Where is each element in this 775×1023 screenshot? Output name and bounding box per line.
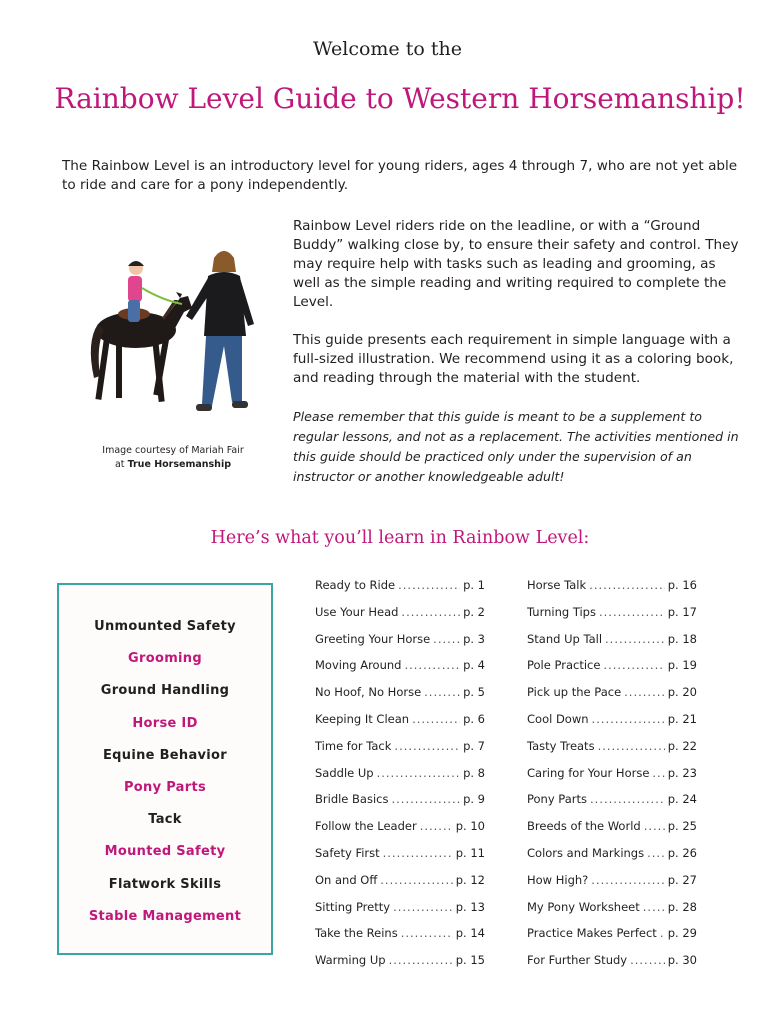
topic-item: Grooming <box>128 651 202 667</box>
toc-title: Safety First <box>315 846 380 860</box>
toc-title: No Hoof, No Horse <box>315 685 422 700</box>
toc-leader-dots <box>630 953 665 967</box>
toc-leader-dots <box>383 846 453 860</box>
toc-page-number: p. 9 <box>463 792 485 807</box>
toc-row <box>527 766 697 784</box>
toc-leader-dots <box>401 605 460 619</box>
toc-page-number: p. 20 <box>667 685 697 700</box>
toc-leader-dots <box>652 766 664 780</box>
toc-row <box>527 873 697 891</box>
toc-leader-dots <box>603 658 664 672</box>
toc-title: Use Your Head <box>315 604 399 619</box>
toc-title: Breeds of the World <box>527 819 641 834</box>
toc-row <box>315 658 485 676</box>
caption-line: Image courtesy of Mariah Fair <box>102 445 244 456</box>
toc-leader-dots <box>598 739 665 753</box>
toc-leader-dots <box>394 739 460 753</box>
toc-row <box>527 846 697 864</box>
intro-paragraph: The Rainbow Level is an introductory level for young riders, ages 4 through 7, who are not yet able to ride and care for a pony independently. <box>62 158 738 193</box>
toc-row <box>527 578 697 596</box>
toc-row <box>527 605 697 623</box>
toc-title: Pony Parts <box>527 792 588 807</box>
toc-row <box>315 873 485 891</box>
toc-row <box>527 953 697 971</box>
toc-title: Colors and Markings <box>527 846 645 860</box>
caption-source-line <box>84 458 262 472</box>
topic-item: Flatwork Skills <box>108 876 222 892</box>
toc-leader-dots <box>424 685 460 699</box>
topic-item: Stable Management <box>88 908 242 924</box>
toc-title: Cool Down <box>527 712 589 726</box>
toc-row <box>527 926 697 944</box>
toc-title: For Further Study <box>527 953 628 968</box>
toc-page-number: p. 3 <box>463 631 485 646</box>
toc-page-number: p. 8 <box>463 765 485 780</box>
caption-at: at <box>114 459 125 470</box>
toc-title: Warming Up <box>315 953 386 968</box>
toc-page-number: p. 16 <box>667 578 697 592</box>
toc-page-number: p. 7 <box>463 738 485 753</box>
toc-row <box>315 712 485 730</box>
toc-page-number: p. 28 <box>667 899 697 914</box>
welcome-heading: Welcome to the <box>313 38 462 60</box>
toc-leader-dots <box>605 632 665 646</box>
toc-title: Time for Tack <box>315 738 392 753</box>
toc-leader-dots <box>420 819 453 833</box>
description-column <box>293 217 743 487</box>
toc-row <box>527 685 697 703</box>
toc-page-number: p. 18 <box>667 631 697 646</box>
toc-row <box>527 819 697 837</box>
toc-page-number: p. 17 <box>667 604 697 619</box>
toc-row <box>315 819 485 837</box>
toc-page-number: p. 15 <box>455 953 485 968</box>
toc-page-number: p. 14 <box>455 926 485 941</box>
toc-row <box>527 712 697 730</box>
toc-leader-dots <box>377 766 460 780</box>
toc-page-number: p. 25 <box>667 819 697 834</box>
toc-leader-dots <box>391 792 460 806</box>
toc-leader-dots <box>401 926 453 940</box>
topic-item: Horse ID <box>132 715 198 731</box>
toc-row <box>527 792 697 810</box>
toc-row <box>315 766 485 784</box>
toc-leader-dots <box>660 926 665 940</box>
toc-title: How High? <box>527 872 589 887</box>
toc-title: My Pony Worksheet <box>527 899 640 914</box>
toc-page-number: p. 27 <box>667 872 697 887</box>
toc-row <box>315 900 485 918</box>
topic-item: Tack <box>148 812 182 828</box>
toc-page-number: p. 24 <box>667 792 697 807</box>
toc-leader-dots <box>599 605 665 619</box>
toc-page-number: p. 12 <box>455 872 485 887</box>
toc-leader-dots <box>589 578 665 592</box>
toc-page-number: p. 13 <box>455 899 485 914</box>
toc-page-number: p. 30 <box>667 953 697 968</box>
toc-row <box>315 685 485 703</box>
toc-title: Sitting Pretty <box>315 899 391 914</box>
topic-item: Ground Handling <box>100 683 230 699</box>
toc-title: Stand Up Tall <box>527 631 603 646</box>
toc-row <box>315 632 485 650</box>
supervision-note: Please remember that this guide is meant to be a supplement to regular lessons, and not as a replacement. The activities mentioned in this guide should be practiced only under the supervision of an instructor or another knowledgeable adult! <box>293 409 739 484</box>
toc-title: Tasty Treats <box>527 738 595 753</box>
toc-title: Turning Tips <box>527 604 596 619</box>
toc-leader-dots <box>590 792 665 806</box>
toc-leader-dots <box>591 873 664 887</box>
learn-heading: Here’s what you’ll learn in Rainbow Level: <box>210 528 590 548</box>
toc-title: Moving Around <box>315 658 402 673</box>
topic-item: Mounted Safety <box>104 844 226 860</box>
toc-page-number: p. 22 <box>667 738 697 753</box>
toc-leader-dots <box>644 819 665 833</box>
description-paragraph-1: Rainbow Level riders ride on the leadline, or with a “Ground Buddy” walking close by, to ensure their safety and control. They may require help with tasks such as leading and grooming, as well as the simple reading and writing required to complete the Level. <box>293 218 739 310</box>
toc-page-number: p. 29 <box>667 926 697 941</box>
toc-page-number: p. 26 <box>667 846 697 860</box>
topic-item: Unmounted Safety <box>94 619 236 634</box>
toc-leader-dots <box>643 900 665 914</box>
topics-box <box>57 583 273 955</box>
toc-leader-dots <box>647 846 665 860</box>
toc-leader-dots <box>624 685 665 699</box>
toc-title: Take the Reins <box>315 926 398 941</box>
toc-row <box>527 632 697 650</box>
toc-title: On and Off <box>315 872 378 887</box>
topic-item: Equine Behavior <box>102 747 228 763</box>
toc-row <box>315 846 485 864</box>
toc-row <box>315 953 485 971</box>
toc-row <box>527 658 697 676</box>
toc-page-number: p. 21 <box>667 712 697 726</box>
toc-row <box>315 926 485 944</box>
toc-page-number: p. 19 <box>667 658 697 673</box>
toc-page-number: p. 5 <box>463 685 485 700</box>
rider-photo <box>84 238 266 428</box>
toc-title: Pick up the Pace <box>527 685 622 700</box>
toc-title: Ready to Ride <box>315 578 396 592</box>
toc-row <box>315 739 485 757</box>
toc-row <box>527 900 697 918</box>
toc-title: Saddle Up <box>315 765 374 780</box>
toc-page-number: p. 10 <box>455 819 485 834</box>
toc-page-number: p. 6 <box>463 712 485 726</box>
toc-title: Greeting Your Horse <box>315 631 431 646</box>
toc-row <box>315 605 485 623</box>
toc-title: Pole Practice <box>527 658 601 673</box>
toc-leader-dots <box>389 953 453 967</box>
toc-page-number: p. 2 <box>463 604 485 619</box>
toc-page-number: p. 1 <box>463 578 485 592</box>
toc-title: Keeping It Clean <box>315 712 410 726</box>
toc-title: Practice Makes Perfect <box>527 926 657 941</box>
toc-title: Horse Talk <box>527 578 587 592</box>
toc-title: Caring for Your Horse <box>527 765 650 780</box>
toc-row <box>315 792 485 810</box>
toc-page-number: p. 4 <box>463 658 485 673</box>
toc-page-number: p. 23 <box>667 765 697 780</box>
toc-leader-dots <box>404 658 460 672</box>
toc-row <box>527 739 697 757</box>
description-paragraph-2: This guide presents each requirement in simple language with a full-sized illustration. We recommend using it as a coloring book, and reading through the material with the student. <box>293 332 734 386</box>
caption-source: True Horsemanship <box>127 459 232 470</box>
page-title: Rainbow Level Guide to Western Horsemanship! <box>54 82 746 115</box>
toc-leader-dots <box>380 873 452 887</box>
toc-title: Follow the Leader <box>315 819 417 834</box>
toc-leader-dots <box>393 900 453 914</box>
photo-caption <box>84 444 262 472</box>
topic-item: Pony Parts <box>123 780 207 795</box>
toc-row <box>315 578 485 596</box>
toc-page-number: p. 11 <box>455 846 485 860</box>
toc-leader-dots <box>412 712 460 726</box>
toc-leader-dots <box>398 578 460 592</box>
toc-leader-dots <box>592 712 665 726</box>
toc-title: Bridle Basics <box>315 792 389 807</box>
toc-leader-dots <box>433 632 460 646</box>
